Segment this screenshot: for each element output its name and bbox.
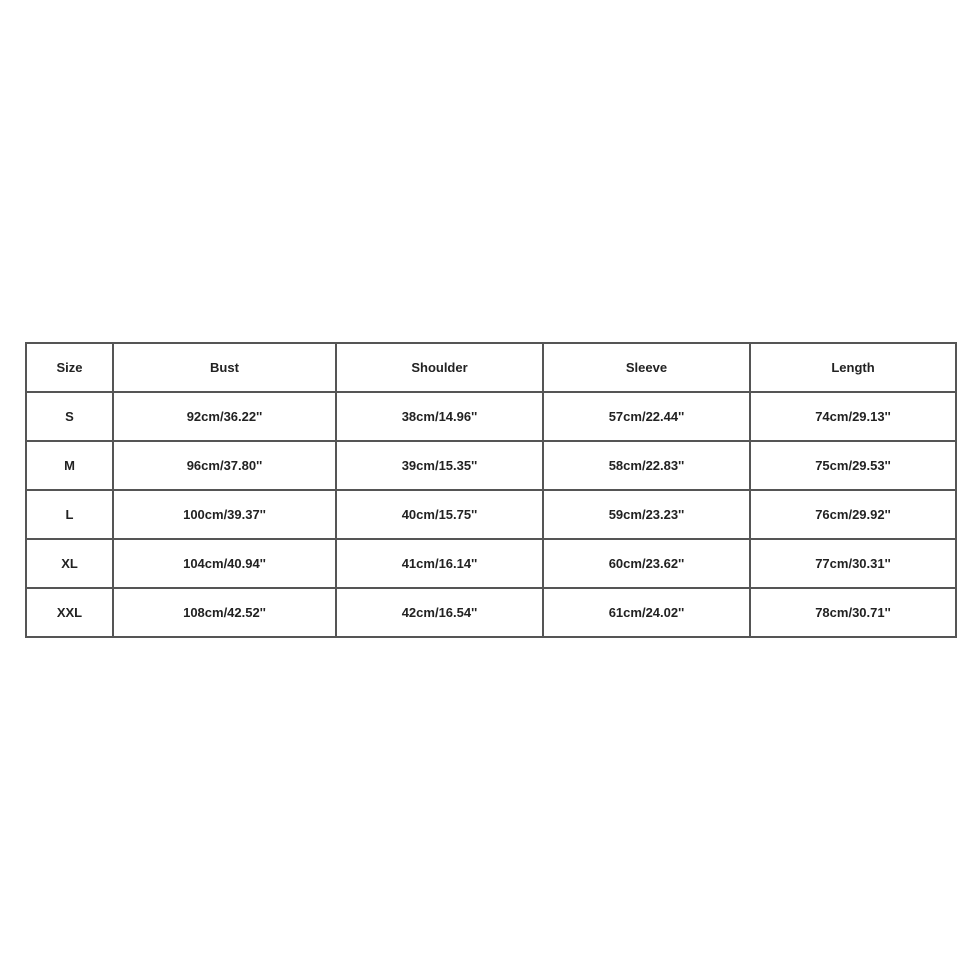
cell-sleeve: 59cm/23.23'' xyxy=(543,490,750,539)
cell-size: M xyxy=(26,441,113,490)
cell-shoulder: 38cm/14.96'' xyxy=(336,392,543,441)
cell-bust: 92cm/36.22'' xyxy=(113,392,336,441)
header-length: Length xyxy=(750,343,956,392)
cell-sleeve: 57cm/22.44'' xyxy=(543,392,750,441)
size-chart-table xyxy=(25,342,957,638)
cell-shoulder: 41cm/16.14'' xyxy=(336,539,543,588)
cell-bust: 96cm/37.80'' xyxy=(113,441,336,490)
cell-length: 75cm/29.53'' xyxy=(750,441,956,490)
table-row xyxy=(26,490,956,539)
cell-bust: 100cm/39.37'' xyxy=(113,490,336,539)
table-row xyxy=(26,441,956,490)
cell-sleeve: 58cm/22.83'' xyxy=(543,441,750,490)
cell-size: XXL xyxy=(26,588,113,637)
table-row xyxy=(26,539,956,588)
table-row xyxy=(26,588,956,637)
header-shoulder: Shoulder xyxy=(336,343,543,392)
cell-size: L xyxy=(26,490,113,539)
cell-length: 78cm/30.71'' xyxy=(750,588,956,637)
cell-shoulder: 39cm/15.35'' xyxy=(336,441,543,490)
cell-length: 74cm/29.13'' xyxy=(750,392,956,441)
table-row xyxy=(26,392,956,441)
cell-sleeve: 61cm/24.02'' xyxy=(543,588,750,637)
header-bust: Bust xyxy=(113,343,336,392)
cell-shoulder: 40cm/15.75'' xyxy=(336,490,543,539)
cell-bust: 108cm/42.52'' xyxy=(113,588,336,637)
cell-length: 76cm/29.92'' xyxy=(750,490,956,539)
cell-size: XL xyxy=(26,539,113,588)
cell-sleeve: 60cm/23.62'' xyxy=(543,539,750,588)
header-sleeve: Sleeve xyxy=(543,343,750,392)
header-row xyxy=(26,343,956,392)
cell-bust: 104cm/40.94'' xyxy=(113,539,336,588)
cell-size: S xyxy=(26,392,113,441)
cell-shoulder: 42cm/16.54'' xyxy=(336,588,543,637)
header-size: Size xyxy=(26,343,113,392)
cell-length: 77cm/30.31'' xyxy=(750,539,956,588)
